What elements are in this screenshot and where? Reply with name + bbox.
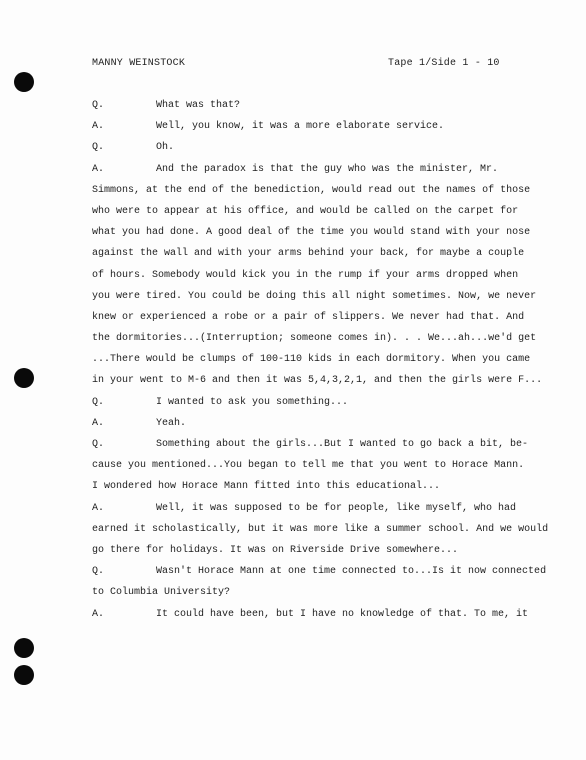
utterance-text: Well, you know, it was a more elaborate service.: [156, 121, 445, 133]
tape-page-reference: Tape 1/Side 1 - 10: [388, 58, 500, 69]
binder-hole: [14, 72, 34, 92]
transcript-line: [92, 480, 532, 501]
transcript-line: [92, 311, 532, 332]
utterance-text: knew or experienced a robe or a pair of slippers. We never had that. And: [92, 311, 525, 323]
transcript-line: [92, 247, 532, 268]
speaker-label: A.: [92, 608, 105, 620]
utterance-text: I wondered how Horace Mann fitted into this educational...: [92, 481, 441, 493]
transcript-line: [92, 163, 532, 184]
utterance-text: What was that?: [156, 100, 241, 111]
transcript-line: [92, 544, 532, 565]
utterance-text: of hours. Somebody would kick you in the rump if your arms dropped when: [92, 269, 519, 281]
utterance-text: Yeah.: [156, 417, 187, 429]
transcript-line: [92, 353, 532, 374]
utterance-text: against the wall and with your arms behind your back, for maybe a couple: [92, 248, 525, 260]
transcript-line: [92, 99, 532, 120]
transcript-line: [92, 226, 532, 247]
utterance-text: And the paradox is that the guy who was the minister, Mr.: [156, 163, 499, 175]
utterance-text: Well, it was supposed to be for people, like myself, who had: [156, 502, 517, 514]
transcript-line: [92, 184, 532, 205]
transcript-line: [92, 396, 532, 417]
utterance-text: to Columbia University?: [92, 587, 231, 599]
transcript-line: [92, 269, 532, 290]
transcript-line: [92, 120, 532, 141]
utterance-text: earned it scholastically, but it was more like a summer school. And we would: [92, 523, 549, 535]
speaker-label: Q.: [92, 142, 105, 154]
speaker-label: A.: [92, 417, 105, 429]
utterance-text: Simmons, at the end of the benediction, would read out the names of those: [92, 184, 531, 196]
transcript-line: [92, 374, 543, 395]
utterance-text: what you had done. A good deal of the time you would stand with your nose: [92, 227, 531, 239]
speaker-label: Q.: [92, 396, 105, 408]
transcript-line: [92, 608, 532, 629]
transcript-line: [92, 332, 537, 353]
speaker-label: Q.: [92, 566, 105, 578]
speaker-label: A.: [92, 502, 105, 514]
transcript-line: [92, 141, 532, 162]
utterance-text: the dormitories...(Interruption; someone comes in). . . We...ah...we'd get: [92, 333, 537, 345]
transcript-line: [92, 523, 549, 544]
transcript-line: [92, 502, 532, 523]
transcript-line: [92, 586, 532, 607]
utterance-text: Something about the girls...But I wanted to go back a bit, be-: [156, 439, 529, 450]
utterance-text: Wasn't Horace Mann at one time connected to...Is it now connected: [156, 566, 547, 578]
utterance-text: I wanted to ask you something...: [156, 396, 349, 408]
speaker-label: A.: [92, 163, 105, 175]
speaker-label: Q.: [92, 439, 105, 450]
utterance-text: in your went to M-6 and then it was 5,4,3,2,1, and then the girls were F...: [92, 375, 543, 387]
transcript-line: [92, 438, 532, 459]
utterance-text: It could have been, but I have no knowledge of that. To me, it: [156, 608, 529, 620]
transcript-line: [92, 459, 532, 480]
transcript-line: [92, 290, 537, 311]
utterance-text: you were tired. You could be doing this all night sometimes. Now, we never: [92, 290, 537, 302]
interviewee-name-header: MANNY WEINSTOCK: [92, 58, 186, 69]
transcript-body: [92, 99, 549, 629]
binder-hole: [14, 638, 34, 658]
transcript-line: [92, 565, 547, 586]
utterance-text: who were to appear at his office, and would be called on the carpet for: [92, 205, 519, 217]
transcript-line: [92, 417, 532, 438]
binder-hole: [14, 665, 34, 685]
speaker-label: Q.: [92, 100, 105, 111]
utterance-text: Oh.: [156, 142, 175, 154]
utterance-text: go there for holidays. It was on Riverside Drive somewhere...: [92, 544, 459, 556]
utterance-text: ...There would be clumps of 100-110 kids in each dormitory. When you came: [92, 354, 531, 366]
speaker-label: A.: [92, 121, 105, 133]
transcript-line: [92, 205, 532, 226]
utterance-text: cause you mentioned...You began to tell me that you went to Horace Mann.: [92, 460, 525, 472]
binder-hole: [14, 368, 34, 388]
